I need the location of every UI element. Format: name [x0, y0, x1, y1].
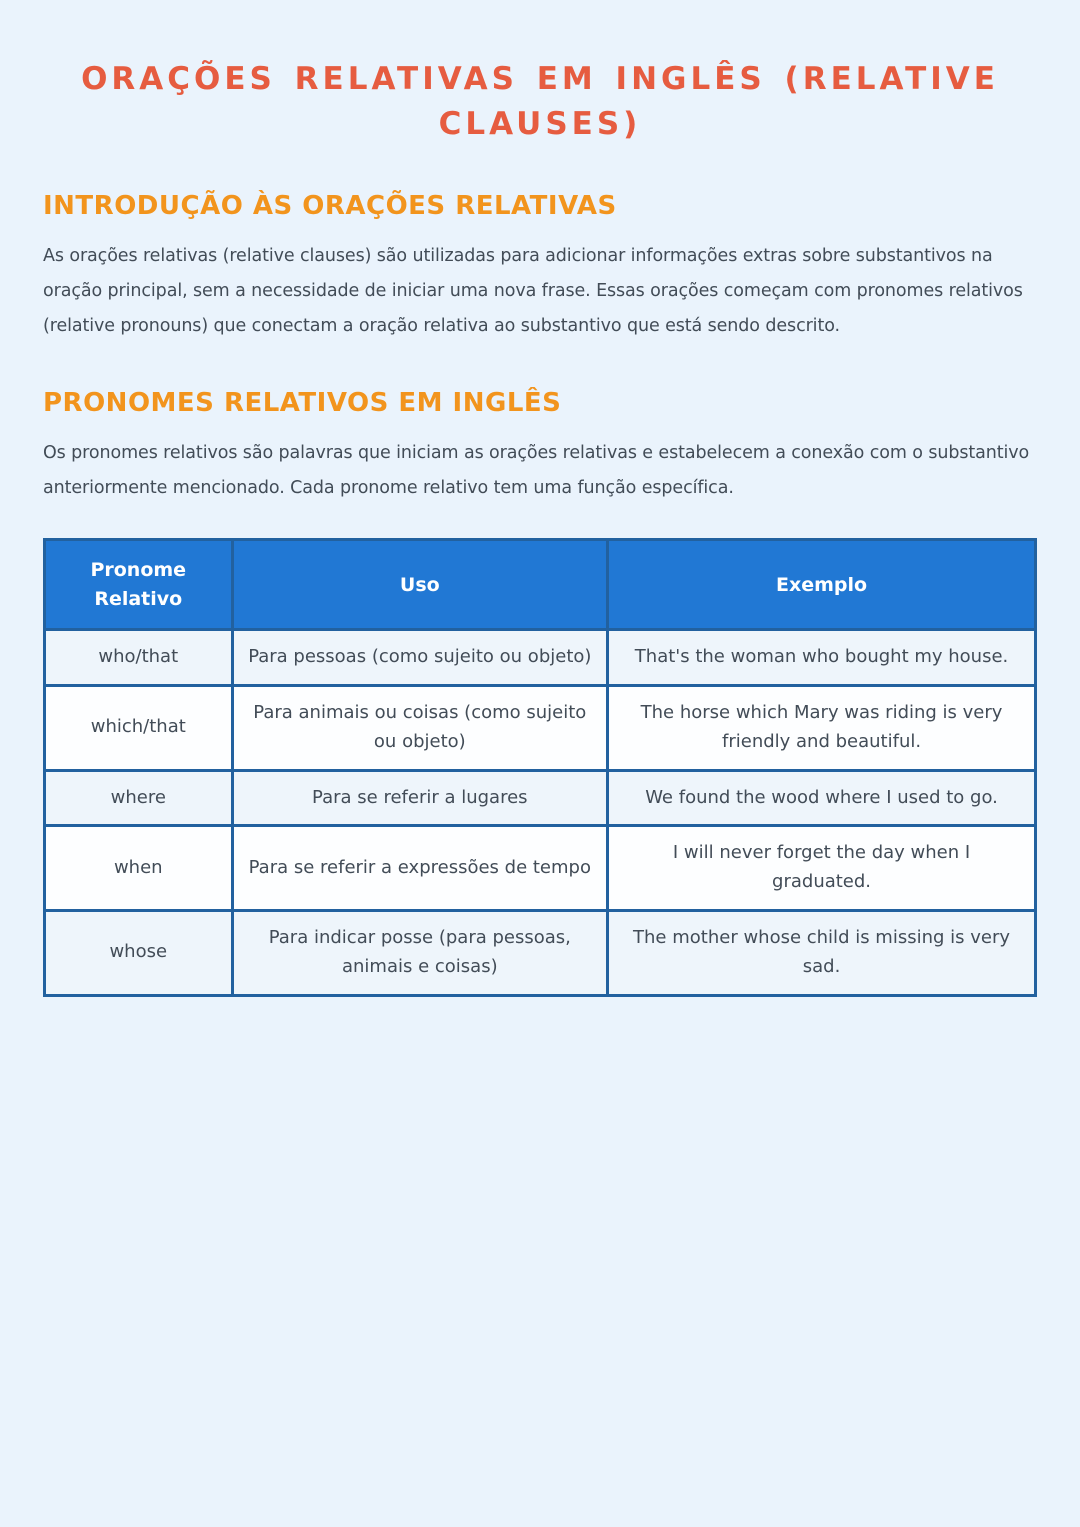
- table-row: [45, 911, 1036, 996]
- exemplo-cell: That's the woman who bought my house.: [608, 630, 1036, 686]
- exemplo-cell: The mother whose child is missing is very sad.: [608, 911, 1036, 996]
- column-header-uso: Uso: [232, 540, 608, 630]
- section-pronomes: [43, 388, 1037, 506]
- uso-cell: Para se referir a expressões de tempo: [232, 826, 608, 911]
- column-header-exemplo: Exemplo: [608, 540, 1036, 630]
- column-header-pronome-relativo: Pronome Relativo: [45, 540, 233, 630]
- uso-cell: Para indicar posse (para pessoas, animais e coisas): [232, 911, 608, 996]
- table-header-row: [45, 540, 1036, 630]
- relative-pronouns-table: [43, 538, 1037, 996]
- pronomes-paragraph: Os pronomes relativos são palavras que iniciam as orações relativas e estabelecem a conexão com o substantivo anteriormente mencionado. Cada pronome relativo tem uma função específica.: [43, 443, 1030, 499]
- pronoun-cell: whose: [45, 911, 233, 996]
- section-heading-introducao: INTRODUÇÃO ÀS ORAÇÕES RELATIVAS: [43, 190, 617, 221]
- section-heading-pronomes: PRONOMES RELATIVOS EM INGLÊS: [43, 388, 562, 419]
- exemplo-cell: We found the wood where I used to go.: [608, 770, 1036, 826]
- table-row: [45, 770, 1036, 826]
- table-row: [45, 630, 1036, 686]
- table-row: [45, 686, 1036, 771]
- uso-cell: Para se referir a lugares: [232, 770, 608, 826]
- pronoun-cell: when: [45, 826, 233, 911]
- pronoun-cell: which/that: [45, 686, 233, 771]
- page-title: ORAÇÕES RELATIVAS EM INGLÊS (RELATIVE CLAUSES): [81, 61, 999, 142]
- exemplo-cell: I will never forget the day when I graduated.: [608, 826, 1036, 911]
- intro-paragraph: As orações relativas (relative clauses) são utilizadas para adicionar informações extras sobre substantivos na oração principal, sem a necessidade de iniciar uma nova frase. Essas orações começam com pronomes relativos (relative pronouns) que conectam a oração relativa ao substantivo que está sendo descrito.: [43, 246, 1023, 337]
- pronoun-cell: where: [45, 770, 233, 826]
- table-row: [45, 826, 1036, 911]
- pronoun-cell: who/that: [45, 630, 233, 686]
- exemplo-cell: The horse which Mary was riding is very friendly and beautiful.: [608, 686, 1036, 771]
- section-introducao: [43, 191, 1037, 344]
- uso-cell: Para animais ou coisas (como sujeito ou objeto): [232, 686, 608, 771]
- uso-cell: Para pessoas (como sujeito ou objeto): [232, 630, 608, 686]
